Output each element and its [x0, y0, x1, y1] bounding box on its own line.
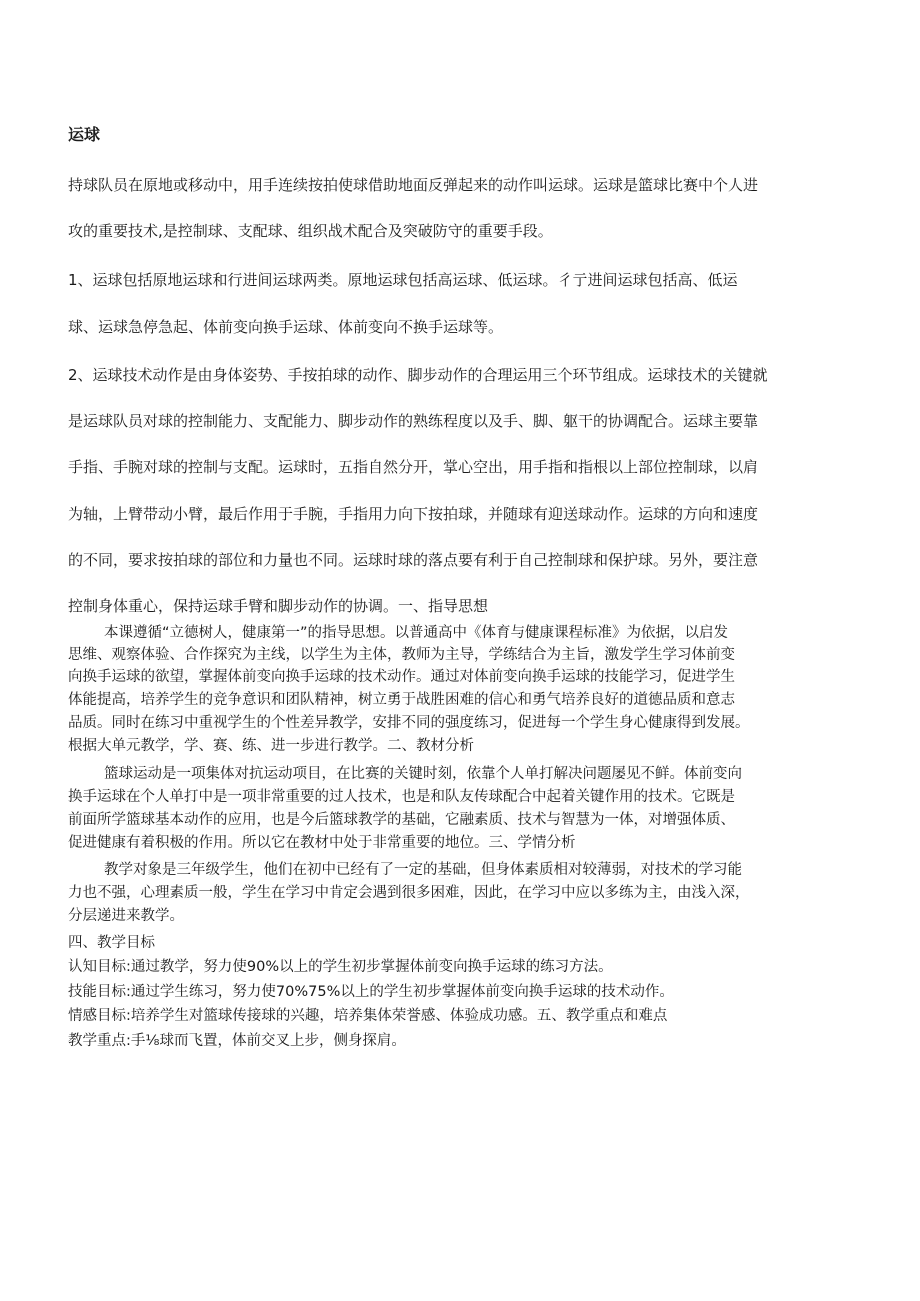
point1-line-2: 球、运球急停急起、体前变向换手运球、体前变向不换手运球等。: [68, 318, 504, 336]
teaching-focus: 教学重点:手⅛球而飞置，体前交叉上步，侧身探肩。: [68, 1033, 406, 1049]
point2-line-1: 2、运球技术动作是由身体姿势、手按拍球的动作、脚步动作的合理运用三个环节组成。运球技术的关键就: [68, 366, 768, 384]
student-line-3: 分层递进来教学。: [68, 908, 184, 924]
objective-cognitive: 认知目标:通过教学，努力使90%以上的学生初步掌握体前变向换手运球的练习方法。: [68, 959, 613, 975]
guiding-line-1: 本课遵循“立德树人，健康第一”的指导思想。以普通高中《体育与健康课程标准》为依据，以启发: [104, 625, 729, 641]
point2-line-5: 的不同，要求按拍球的部位和力量也不同。运球时球的落点要有利于自己控制球和保护球。另外，要注意: [68, 551, 759, 569]
material-line-1: 篮球运动是一项集体对抗运动项目，在比赛的关键时刻，依靠个人单打解决问题屡见不鲜。体前变向: [104, 766, 742, 782]
material-line-4: 促进健康有着积极的作用。所以它在教材中处于非常重要的地位。三、学情分析: [68, 835, 576, 851]
student-line-2: 力也不强，心理素质一般，学生在学习中肯定会遇到很多困难，因此，在学习中应以多练为主，由浅入深，: [68, 885, 750, 901]
material-line-2: 换手运球在个人单打中是一项非常重要的过人技术，也是和队友传球配合中起着关键作用的技术。它既是: [68, 789, 735, 805]
objective-affective: 情感目标:培养学生对篮球传接球的兴趣，培养集体荣誉感、体验成功感。五、教学重点和难点: [68, 1008, 668, 1024]
intro-line-2: 攻的重要技术,是控制球、支配球、组织战术配合及突破防守的重要手段。: [68, 222, 553, 240]
intro-line-1: 持球队员在原地或移动中，用手连续按拍使球借助地面反弹起来的动作叫运球。运球是篮球比赛中个人进: [68, 176, 759, 194]
point2-line-2: 是运球队员对球的控制能力、支配能力、脚步动作的熟练程度以及手、脚、躯干的协调配合。运球主要靠: [68, 412, 759, 430]
guiding-line-3: 向换手运球的欲望，掌握体前变向换手运球的技术动作。通过对体前变向换手运球的技能学习，促进学生: [68, 669, 735, 685]
objective-skill: 技能目标:通过学生练习，努力使70%75%以上的学生初步掌握体前变向换手运球的技术动作。: [68, 984, 674, 1000]
point2-line-3: 手指、手腕对球的控制与支配。运球时，五指自然分开，掌心空出，用手指和指根以上部位控制球，以肩: [68, 458, 759, 476]
point1-line-1: 1、运球包括原地运球和行进间运球两类。原地运球包括高运球、低运球。彳亍进间运球包括高、低运: [68, 271, 738, 289]
guiding-line-5: 品质。同时在练习中重视学生的个性差异教学，安排不同的强度练习，促进每一个学生身心健康得到发展。: [68, 715, 750, 731]
point2-line-6: 控制身体重心，保持运球手臂和脚步动作的协调。一、指导思想: [68, 597, 489, 615]
guiding-line-6: 根据大单元教学，学、赛、练、进一步进行教学。二、教材分析: [68, 738, 474, 754]
point2-line-4: 为轴，上臂带动小臂，最后作用于手腕，手指用力向下按拍球，并随球有迎送球动作。运球的方向和速度: [68, 505, 759, 523]
guiding-line-2: 思维、观察体验、合作探究为主线，以学生为主体，教师为主导，学练结合为主旨，激发学生学习体前变: [68, 647, 735, 663]
objectives-heading: 四、教学目标: [68, 935, 155, 951]
student-line-1: 教学对象是三年级学生，他们在初中已经有了一定的基础，但身体素质相对较薄弱，对技术的学习能: [104, 862, 742, 878]
section-title: 运球: [68, 125, 101, 144]
material-line-3: 前面所学篮球基本动作的应用，也是今后篮球教学的基础，它融素质、技术与智慧为一体，对增强体质、: [68, 812, 735, 828]
guiding-line-4: 体能提高，培养学生的竞争意识和团队精神，树立勇于战胜困难的信心和勇气培养良好的道德品质和意志: [68, 692, 735, 708]
